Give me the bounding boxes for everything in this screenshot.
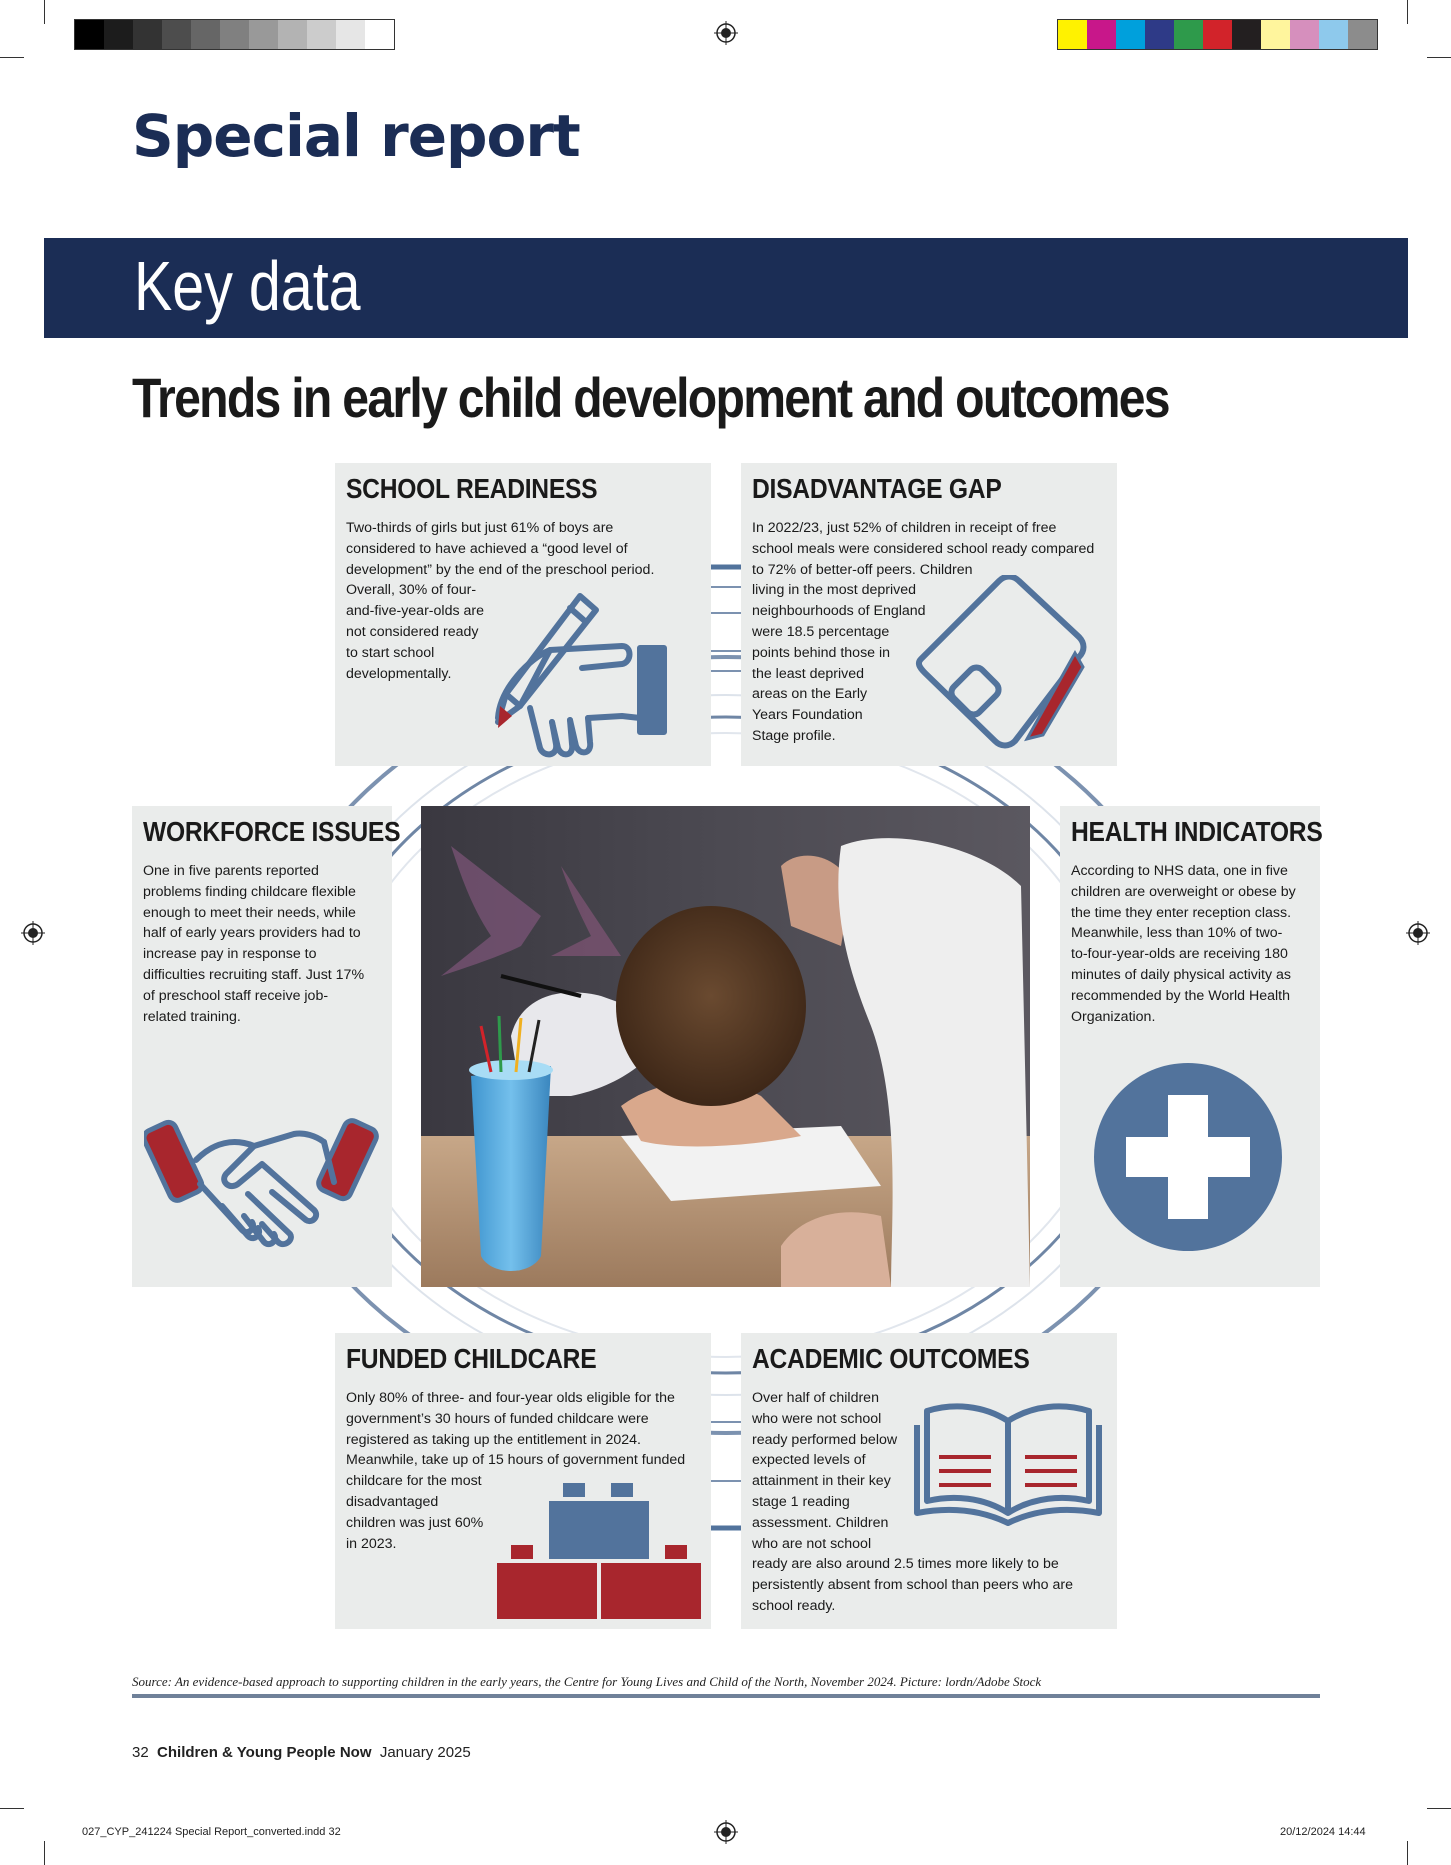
handshake-icon (144, 1102, 380, 1260)
photo-image (421, 806, 1030, 1287)
card-text: In 2022/23, just 52% of children in receipt of free school meals were considered school ready compared to 72% of better-off peers. Children living in the most deprived neighbourhoods of England were 18.5 percentage points behind those in the least deprived areas on the Early Years Foundation Stage profile. (752, 520, 1095, 744)
section-kicker: Special report (132, 102, 580, 170)
card-title: FUNDED CHILDCARE (346, 1343, 597, 1374)
card-title: SCHOOL READINESS (346, 473, 598, 504)
card-text: Two-thirds of girls but just 61% of boys are considered to have achieved a “good level of development” by the end of the preschool period. Overall, 30% of four- and-five-year-olds are not considered ready to start school developmentally. (346, 520, 655, 682)
page-folio (132, 1744, 471, 1761)
funded-childcare-card (335, 1333, 711, 1629)
academic-outcomes-card (741, 1333, 1117, 1629)
page-number: 32 (132, 1744, 149, 1761)
disadvantage-gap-card (741, 463, 1117, 766)
issue-date: January 2025 (379, 1744, 471, 1761)
hand-writing-pencil-icon (490, 588, 695, 763)
child-resting-head-on-desk-photo (421, 806, 1030, 1287)
workforce-issues-card (132, 806, 401, 1287)
card-text: One in five parents reported problems finding childcare flexible enough to meet their needs, while half of early years providers had to increase pay in response to difficulties recruiting staff. Just 17% of preschool staff receive job- related training. (143, 863, 365, 1025)
slug-timestamp: 20/12/2024 14:44 (1280, 1826, 1366, 1838)
publication-name: Children & Young People Now (157, 1744, 372, 1761)
wallet-icon (915, 575, 1095, 753)
card-text: Over half of children who were not school ready performed below expected levels of attainment in their key stage 1 reading assessment. Children who are not school ready are also around 2.5 times more likely to be persistently absent from school than peers who are school ready. (752, 1390, 1073, 1614)
school-readiness-card (335, 463, 711, 766)
card-title: ACADEMIC OUTCOMES (752, 1343, 1030, 1374)
card-title: DISADVANTAGE GAP (752, 473, 1002, 504)
building-blocks-icon (497, 1483, 701, 1619)
card-title: WORKFORCE ISSUES (143, 816, 401, 847)
card-text: According to NHS data, one in five children are overweight or obese by the time they enter reception class. Meanwhile, less than 10% of two- to-four-year-olds are receiving 180 minutes of daily physical activity as recommended by the World Health Organization. (1071, 863, 1296, 1025)
open-book-icon (913, 1401, 1103, 1527)
card-text: Only 80% of three- and four-year olds eligible for the government’s 30 hours of funded childcare were registered as taking up the entitlement in 2024. Meanwhile, take up of 15 hours of government funded childcare for the most disadvantaged children was just 60% in 2023. (346, 1390, 686, 1552)
card-title: HEALTH INDICATORS (1071, 816, 1323, 847)
health-indicators-card (1060, 806, 1323, 1287)
source-credit: Source: An evidence-based approach to supporting children in the early years, the Centre for Young Lives and Child of the North, November 2024. Picture: lordn/Adobe Stock (132, 1674, 1042, 1689)
medical-cross-icon (1092, 1061, 1284, 1253)
page-headline: Trends in early child development and outcomes (132, 366, 1169, 429)
slug-filename: 027_CYP_241224 Special Report_converted.indd 32 (82, 1826, 341, 1838)
footer-rule (132, 1694, 1320, 1698)
band-title: Key data (134, 247, 361, 325)
